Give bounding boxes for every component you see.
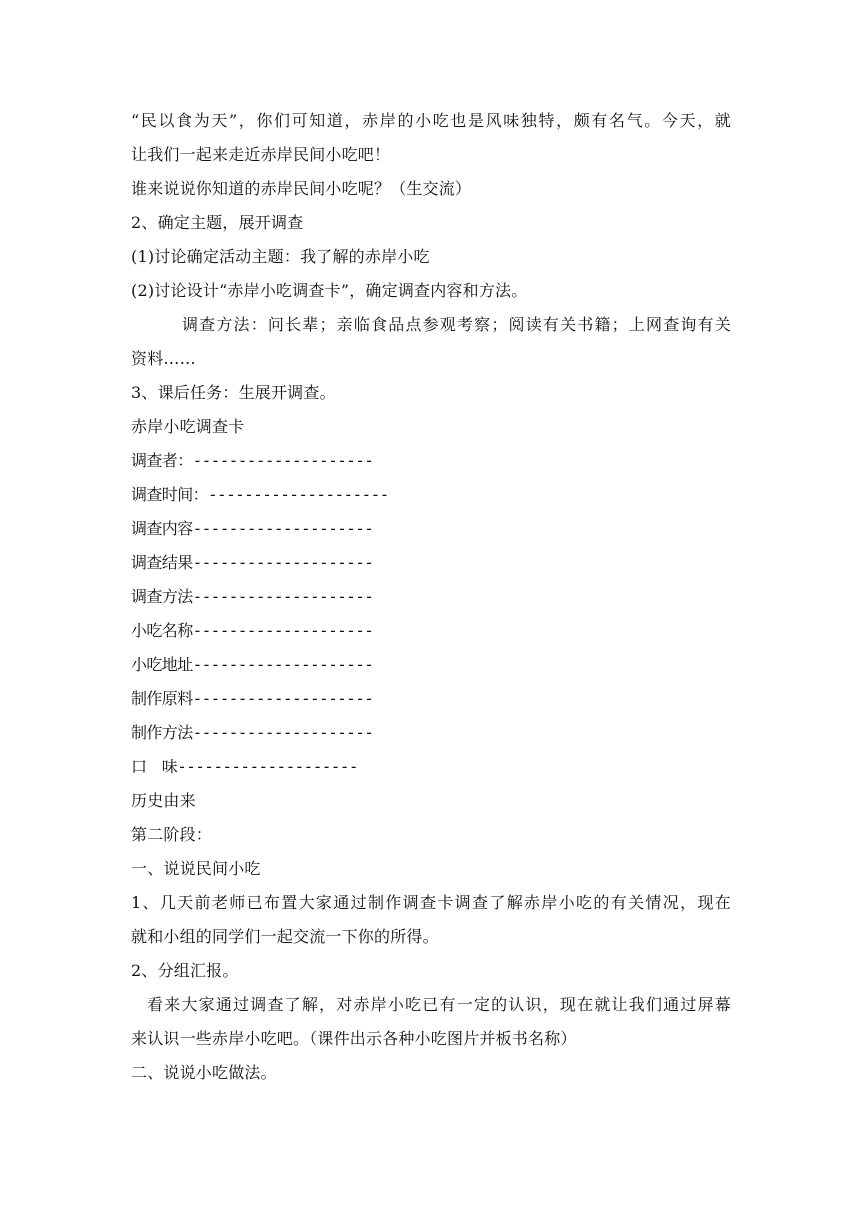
- survey-field-snack-address: 小吃地址--------------------: [131, 655, 374, 674]
- survey-methods-line-1: 调查方法：问长辈；亲临食品点参观考察；阅读有关书籍；上网查询有关: [182, 315, 731, 334]
- section-two-heading: 二、说说小吃做法。: [131, 1063, 277, 1082]
- intro-paragraph-line-2: 让我们一起来走近赤岸民间小吃吧！: [131, 145, 391, 164]
- question-line: 谁来说说你知道的赤岸民间小吃呢？（生交流）: [131, 179, 472, 198]
- survey-field-surveyor: 调查者：--------------------: [131, 451, 374, 470]
- survey-field-method: 调查方法--------------------: [131, 587, 374, 606]
- survey-field-taste: 口 味--------------------: [131, 757, 358, 776]
- stage-two-heading: 第二阶段：: [131, 825, 213, 844]
- step-3-heading: 3、课后任务：生展开调查。: [131, 383, 336, 402]
- section-one-item-1-line-1: 1、几天前老师已布置大家通过制作调查卡调查了解赤岸小吃的有关情况，现在: [131, 893, 731, 912]
- survey-field-snack-name: 小吃名称--------------------: [131, 621, 374, 640]
- survey-methods-line-2: 资料……: [131, 349, 196, 368]
- survey-field-result: 调查结果--------------------: [131, 553, 374, 572]
- step-2-heading: 2、确定主题，展开调查: [131, 213, 304, 232]
- survey-field-content: 调查内容--------------------: [131, 519, 374, 538]
- section-one-item-1-line-2: 就和小组的同学们一起交流一下你的所得。: [131, 927, 439, 946]
- survey-field-history: 历史由来: [131, 791, 196, 810]
- section-one-heading: 一、说说民间小吃: [131, 859, 261, 878]
- summary-paragraph-line-1: 看来大家通过调查了解，对赤岸小吃已有一定的认识，现在就让我们通过屏幕: [147, 995, 731, 1014]
- survey-field-ingredients: 制作原料--------------------: [131, 689, 374, 708]
- survey-field-preparation: 制作方法--------------------: [131, 723, 374, 742]
- step-2-item-1: (1)讨论确定活动主题：我了解的赤岸小吃: [131, 247, 430, 266]
- survey-field-time: 调查时间：--------------------: [131, 485, 389, 504]
- intro-paragraph-line-1: “民以食为天”，你们可知道，赤岸的小吃也是风味独特，颇有名气。今天，就: [131, 111, 731, 130]
- step-2-item-2: (2)讨论设计“赤岸小吃调查卡”，确定调查内容和方法。: [131, 281, 528, 300]
- section-one-item-2: 2、分组汇报。: [131, 961, 239, 980]
- summary-paragraph-line-2: 来认识一些赤岸小吃吧。（课件出示各种小吃图片并板书名称）: [131, 1029, 577, 1048]
- survey-card-title: 赤岸小吃调查卡: [131, 417, 245, 436]
